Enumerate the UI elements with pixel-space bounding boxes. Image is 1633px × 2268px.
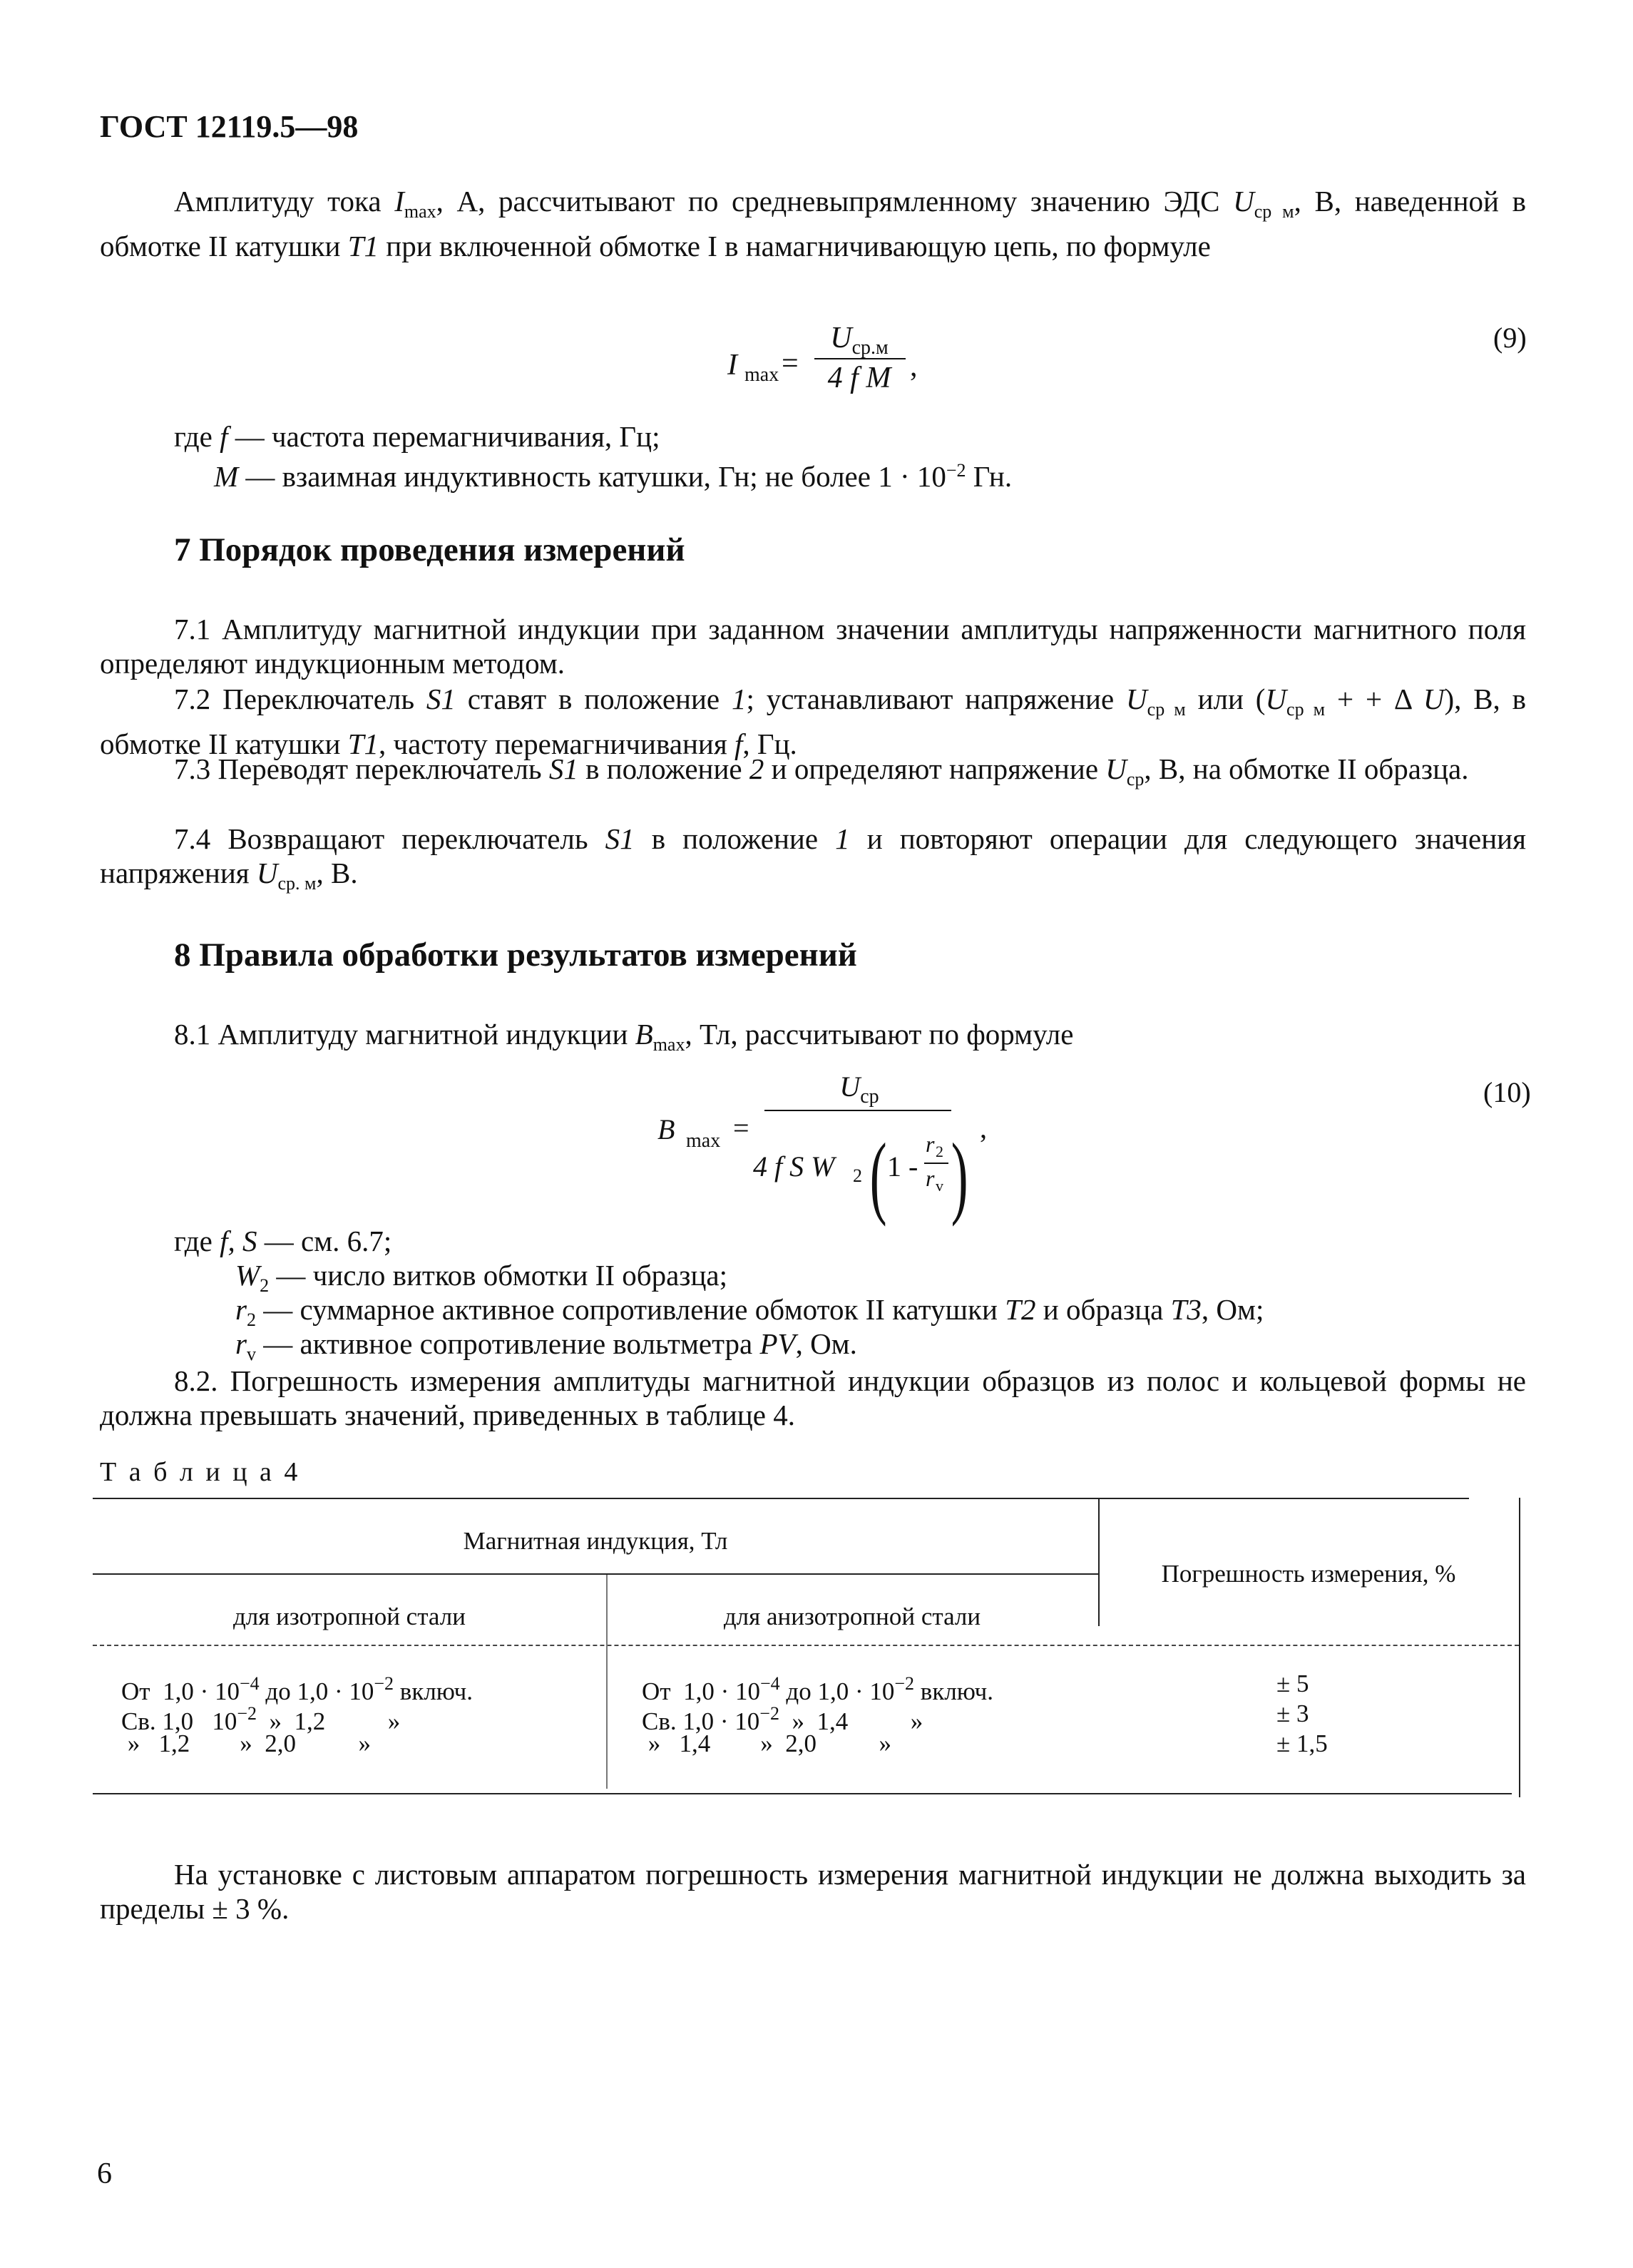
document-code: ГОСТ 12119.5—98 [100,109,359,144]
table-cell-error: ± 3 [1276,1700,1309,1727]
where-block-10-line-2: $W_2$ — число витков обмотки II образца; [235,1259,728,1296]
where-block-9-line-2: M — взаимная индуктивность катушки, Гн; не более $1 \cdot 10^{-2}$ Гн. [214,460,1013,493]
section-7-heading: 7 Порядок проведения измерений [174,531,685,568]
paragraph-7-2: 7.2 Переключатель S1 ставят в положение 1; устанавливают напряжение $U_{ср м}$ или ($U_{ср м}$ + + Δ U), В, в обмотке II катушки T1, частоту перемагничивания f, Гц. [100,683,1527,760]
paragraph-8-1: 8.1 Амплитуду магнитной индукции $B_{max}$, Тл, рассчитывают по формуле [174,1018,1074,1055]
table-row: От $1,0 \cdot 10^{-4}$ до $1,0 \cdot 10^{-2}$ включ. [642,1673,993,1705]
intro-paragraph: Амплитуду тока $I_{max}$, А, рассчитывают по средневыпрямленному значению ЭДС $U_{ср м}$, В, наведенной в обмотке II катушки T1 при включенной обмотке I в намагничивающую цепь, по формуле [100,185,1526,262]
footer-note: На установке с листовым аппаратом погрешность измерения магнитной индукции не должна выходить за пределы ± 3 %. [100,1858,1526,1925]
table-row: От $1,0 \cdot 10^{-4}$ до $1,0 \cdot 10^{-2}$ включ. [121,1673,473,1705]
equation-9: I max = $U_{ср.м}$ 4 f M , [727,322,918,394]
page-number: 6 [97,2157,112,2190]
equation-10: B max = $U_{ср}$ 4 f S W 2 ( 1 - r 2 r v ) , [657,1071,987,1227]
table-cell-error: ± 5 [1276,1670,1309,1697]
table-row: Св. 1,0 $10^{-2}$ » 1,2 » [121,1703,401,1735]
paragraph-7-3: 7.3 Переводят переключатель S1 в положение 2 и определяют напряжение $U_{ср}$, В, на обмотке II образца. [174,752,1469,790]
where-block-10-line-3: $r_2$ — суммарное активное сопротивление обмоток II катушки T2 и образца T3, Ом; [235,1293,1264,1330]
where-block-9-line-1: где f — частота перемагничивания, Гц; [174,420,660,453]
header-anisotropic: для анизотропной стали [723,1603,981,1630]
equation-number-9: (9) [1493,322,1527,354]
table-caption: Т а б л и ц а 4 [100,1457,301,1487]
header-isotropic: для изотропной стали [233,1603,466,1630]
table-4 [93,1498,1540,1826]
where-block-10-line-1: где f, S — см. 6.7; [174,1225,392,1257]
paragraph-8-2: 8.2. Погрешность измерения амплитуды магнитной индукции образцов из полос и кольцевой формы не должна превышать значений, приведенных в таблице 4. [100,1364,1526,1431]
header-error: Погрешность измерения, % [1161,1560,1456,1588]
section-8-heading: 8 Правила обработки результатов измерений [174,936,857,974]
paragraph-7-1: 7.1 Амплитуду магнитной индукции при заданном значении амплитуды напряженности магнитного поля определяют индукционным методом. [100,613,1526,680]
table-row: Св. $1,0 \cdot 10^{-2}$ » 1,4 » [642,1703,923,1735]
table-row: » 1,4 » 2,0 » [642,1730,891,1757]
equation-number-10: (10) [1483,1076,1531,1108]
where-block-10-line-4: $r_v$ — активное сопротивление вольтметра PV, Ом. [235,1327,857,1364]
paragraph-7-4: 7.4 Возвращают переключатель S1 в положение 1 и повторяют операции для следующего значения напряжения $U_{ср. м}$, В. [100,822,1526,894]
table-row: » 1,2 » 2,0 » [121,1730,371,1757]
table-cell-error: ± 1,5 [1276,1730,1328,1757]
header-magnetic-induction: Магнитная индукция, Тл [463,1527,728,1555]
